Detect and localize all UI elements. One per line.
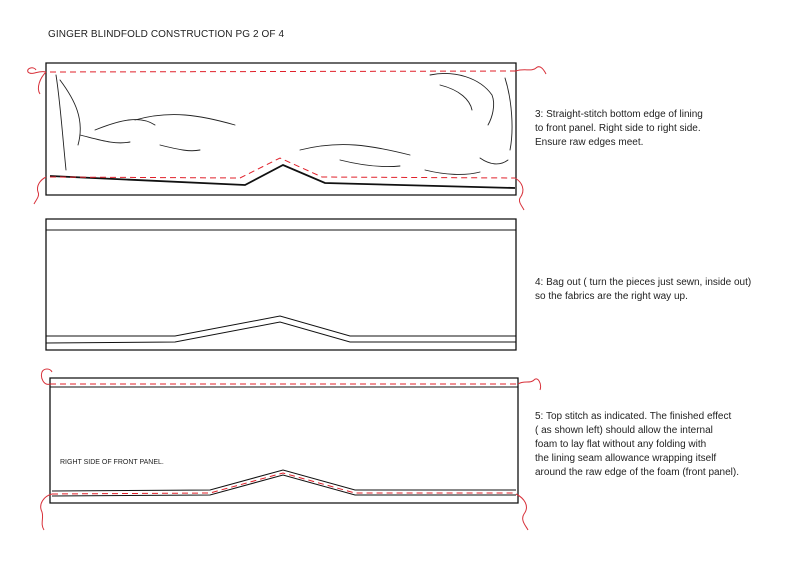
step5-line-3: foam to lay flat without any folding with: [535, 439, 707, 450]
step5-line-5: around the raw edge of the foam (front panel).: [535, 467, 740, 478]
panel-side-label: RIGHT SIDE OF FRONT PANEL.: [60, 459, 164, 466]
step4-panel: [46, 219, 516, 350]
step5-line-1: 5: Top stitch as indicated. The finished effect: [535, 411, 732, 422]
page-title: GINGER BLINDFOLD CONSTRUCTION PG 2 OF 4: [48, 29, 285, 40]
step5-line-2: ( as shown left) should allow the internal: [535, 425, 713, 436]
step4-instructions: [535, 276, 785, 304]
step3-line-3: Ensure raw edges meet.: [535, 137, 644, 148]
step5-panel: [41, 369, 541, 530]
step3-notched-edge: [50, 165, 515, 188]
step3-threads: [28, 67, 546, 210]
step3-panel: [28, 63, 546, 210]
step4-notched-edge-lower: [46, 322, 516, 343]
step3-instructions: [535, 108, 785, 150]
step5-threads: [41, 369, 541, 530]
step4-line-1: 4: Bag out ( turn the pieces just sewn, inside out): [535, 277, 752, 288]
step5-line-4: the lining seam allowance wrapping itself: [535, 453, 717, 464]
step5-notched-edge-lower: [52, 475, 516, 496]
step3-top-stitch-line: [50, 71, 516, 72]
step3-line-1: 3: Straight-stitch bottom edge of lining: [535, 109, 703, 120]
step4-notched-edge-upper: [46, 316, 516, 336]
step5-instructions: [535, 410, 785, 480]
step4-line-2: so the fabrics are the right way up.: [535, 291, 688, 302]
lining-wrinkles: [56, 74, 512, 175]
step5-panel-outline: [50, 378, 518, 503]
step3-panel-outline: [46, 63, 516, 195]
step4-panel-outline: [46, 219, 516, 350]
step3-bottom-stitch-line: [50, 158, 515, 178]
step3-line-2: to front panel. Right side to right side.: [535, 123, 701, 134]
